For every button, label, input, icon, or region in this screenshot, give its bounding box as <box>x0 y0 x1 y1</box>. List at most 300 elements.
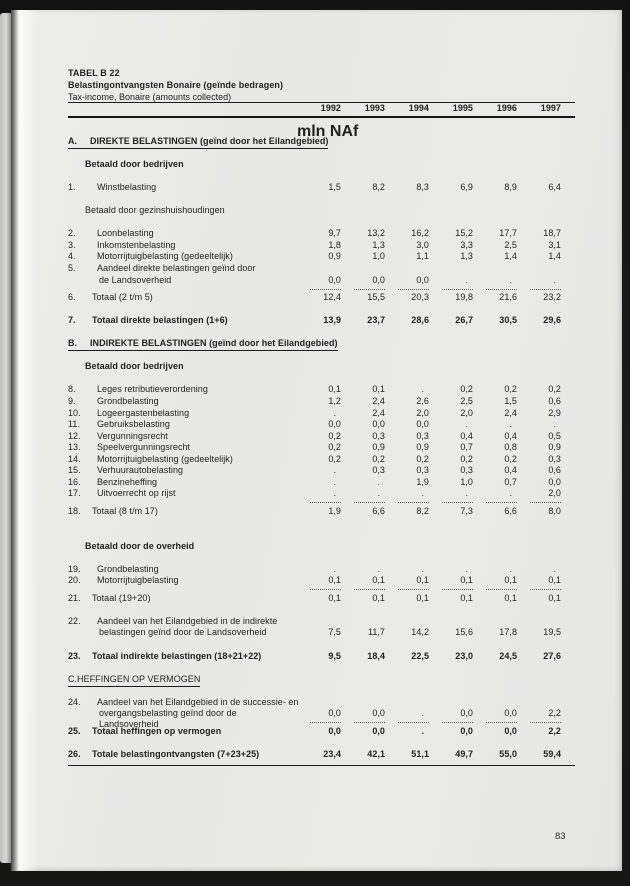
row-label: Motorrijtuigbelasting (gedeeltelijk) <box>97 251 233 262</box>
value-cells <box>297 593 561 604</box>
value-cell: 0,6 <box>548 465 561 476</box>
value-cell: 0,2 <box>416 453 429 464</box>
value-cell: 8,0 <box>548 505 561 516</box>
row-number: 6. <box>68 292 76 303</box>
section-heading <box>68 674 575 686</box>
blank-line <box>68 518 575 530</box>
subsection-heading <box>68 159 575 171</box>
value-cell: 2,5 <box>504 239 517 250</box>
value-cells <box>297 726 561 737</box>
value-cell: . <box>509 488 512 499</box>
row-number: 8. <box>68 384 76 395</box>
row-number: 19. <box>68 563 81 574</box>
value-cell: 0,0 <box>504 725 517 736</box>
value-cell: 24,5 <box>499 650 517 661</box>
value-cell: . <box>465 488 468 499</box>
row-number: 3. <box>68 239 76 250</box>
row-label: Totaal heffingen op vermogen <box>92 725 222 736</box>
blank-line <box>68 639 575 651</box>
row-label: Aandeel van het Eilandgebied in de indirekte <box>97 615 278 626</box>
value-cells <box>297 240 561 251</box>
blank-line <box>68 171 575 183</box>
value-cells <box>297 442 561 453</box>
value-cell: 13,9 <box>323 315 341 326</box>
row-number: 22. <box>68 615 81 626</box>
row-label: Motorrijtuigbelasting <box>97 575 179 586</box>
table-row <box>68 384 575 396</box>
subsection-label: Betaald door de overheid <box>85 540 195 551</box>
value-cell: 23,7 <box>367 315 385 326</box>
value-cell: 21,6 <box>499 292 517 303</box>
subsection-label: Betaald door gezinshuishoudingen <box>85 205 225 216</box>
table-row <box>68 442 575 454</box>
value-cell: 0,4 <box>504 465 517 476</box>
value-cell: 0,0 <box>504 708 517 719</box>
value-cell: 12,4 <box>323 292 341 303</box>
value-cell: 9,7 <box>328 228 341 239</box>
value-cell: 1,1 <box>416 251 429 262</box>
dotted-cell <box>473 582 517 593</box>
row-label: Totale belastingontvangsten (7+23+25) <box>92 748 260 759</box>
row-number: 14. <box>68 453 81 464</box>
dotted-line <box>310 586 341 590</box>
value-cell: 23,4 <box>323 748 341 759</box>
dotted-line <box>310 286 341 290</box>
value-cell: . <box>421 384 424 395</box>
dotted-cell <box>517 582 561 593</box>
value-cell: 0,7 <box>504 476 517 487</box>
row-number: 20. <box>68 575 81 586</box>
row-number: 15. <box>68 465 81 476</box>
row-number: 9. <box>68 396 76 407</box>
value-cells <box>297 564 561 575</box>
row-label: Totaal (2 t/m 5) <box>92 292 153 303</box>
value-cell: 1,2 <box>328 396 341 407</box>
row-label: Winstbelasting <box>97 182 157 193</box>
dotted-line <box>486 499 517 503</box>
value-cell: 29,6 <box>543 315 561 326</box>
value-cell: 0,3 <box>372 465 385 476</box>
value-cell: 28,6 <box>411 315 429 326</box>
value-cell: 0,9 <box>548 442 561 453</box>
value-cell: 0,4 <box>460 430 473 441</box>
dotted-cell <box>517 495 561 506</box>
dotted-line <box>486 286 517 290</box>
dotted-line <box>442 719 473 723</box>
value-cell: 1,9 <box>416 476 429 487</box>
row-number: 1. <box>68 182 76 193</box>
value-cell: 26,7 <box>455 315 473 326</box>
value-cell: 0,7 <box>460 442 473 453</box>
dotted-line <box>354 499 385 503</box>
value-cell: . <box>377 563 380 574</box>
blank-line <box>68 373 575 385</box>
value-cell: 0,1 <box>372 592 385 603</box>
value-cell: 30,5 <box>499 315 517 326</box>
dotted-line <box>442 286 473 290</box>
value-cells <box>297 419 561 430</box>
value-cell: . <box>465 274 468 285</box>
value-cell: 55,0 <box>499 748 517 759</box>
table-title-english: Tax-income, Bonaire (amounts collected) <box>68 92 232 102</box>
value-cell: 0,1 <box>548 575 561 586</box>
unit-label: mln NAf <box>297 123 359 140</box>
table-row <box>68 465 575 477</box>
value-cell: 19,8 <box>455 292 473 303</box>
row-number: 5. <box>68 263 76 274</box>
value-cell: . <box>509 274 512 285</box>
value-cell: 13,2 <box>367 228 385 239</box>
year-label: 1995 <box>452 103 473 113</box>
value-cell: 1,5 <box>328 182 341 193</box>
dotted-line <box>442 499 473 503</box>
value-cell: 2,4 <box>504 407 517 418</box>
dotted-cells <box>297 715 561 726</box>
dotted-cell <box>429 282 473 293</box>
value-cell: 0,9 <box>328 251 341 262</box>
value-cell: 0,2 <box>504 453 517 464</box>
value-cell: 0,9 <box>416 442 429 453</box>
row-number: 17. <box>68 488 81 499</box>
page-number: 83 <box>555 831 566 842</box>
table-row <box>68 627 575 639</box>
value-cells <box>297 465 561 476</box>
year-label: 1993 <box>364 103 385 113</box>
value-cell: 6,6 <box>504 505 517 516</box>
value-cell: 42,1 <box>367 748 385 759</box>
dotted-cell <box>385 582 429 593</box>
row-label: Inkomstenbelasting <box>97 239 176 250</box>
dotted-cell <box>297 582 341 593</box>
row-number: 13. <box>68 442 81 453</box>
dotted-line <box>442 586 473 590</box>
dotted-cells <box>297 582 561 593</box>
value-cell: 0,9 <box>372 442 385 453</box>
value-cell: 1,0 <box>372 251 385 262</box>
blank-line <box>68 217 575 229</box>
value-cell: 0,2 <box>328 453 341 464</box>
value-cells <box>297 431 561 442</box>
value-cell: 7,3 <box>460 505 473 516</box>
dotted-line <box>354 586 385 590</box>
value-cell: . <box>333 407 336 418</box>
value-cell: 0,2 <box>548 384 561 395</box>
row-number: 16. <box>68 476 81 487</box>
dotted-line <box>530 286 561 290</box>
year-label: 1996 <box>496 103 517 113</box>
section-underline <box>68 338 338 351</box>
value-cell: 1,9 <box>328 505 341 516</box>
value-cell: 0,1 <box>504 592 517 603</box>
dotted-line <box>398 286 429 290</box>
value-cell: 2,0 <box>548 488 561 499</box>
value-cell: 0,2 <box>328 442 341 453</box>
value-cell: 1,8 <box>328 239 341 250</box>
table-row <box>68 431 575 443</box>
value-cell: . <box>465 563 468 574</box>
blank-line <box>68 148 575 160</box>
dotted-line <box>354 719 385 723</box>
table-row <box>68 263 575 275</box>
value-cell: . <box>377 476 380 487</box>
value-cell: 0,6 <box>548 396 561 407</box>
dotted-cell <box>341 715 385 726</box>
value-cell: 23,2 <box>543 292 561 303</box>
dotted-cell <box>341 282 385 293</box>
value-cells <box>297 454 561 465</box>
value-cell: 0,0 <box>416 419 429 430</box>
value-cell: . <box>465 419 468 430</box>
value-cell: 2,4 <box>372 396 385 407</box>
value-cell: 2,6 <box>416 396 429 407</box>
table-row <box>68 240 575 252</box>
value-cell: 0,3 <box>372 430 385 441</box>
value-cell: 0,2 <box>328 430 341 441</box>
table-row <box>68 396 575 408</box>
value-cell: 27,6 <box>543 650 561 661</box>
value-cell: 8,2 <box>372 182 385 193</box>
value-cell: . <box>553 563 556 574</box>
value-cell: . <box>333 465 336 476</box>
value-cell: . <box>553 419 556 430</box>
value-cell: 0,1 <box>328 575 341 586</box>
table-row <box>68 749 575 761</box>
value-cell: 2,5 <box>460 396 473 407</box>
row-label: overgangsbelasting geïnd door de Landsoverheid <box>99 708 237 729</box>
row-label: Speelvergunningsrecht <box>97 442 191 453</box>
value-cell: 6,4 <box>548 182 561 193</box>
row-number: 10. <box>68 407 81 418</box>
dotted-cell <box>297 282 341 293</box>
section-heading <box>68 338 575 350</box>
value-cell: 0,5 <box>548 430 561 441</box>
value-cell: 49,7 <box>455 748 473 759</box>
value-cell: . <box>553 274 556 285</box>
year-label: 1992 <box>320 103 341 113</box>
value-cells <box>297 651 561 662</box>
section-letter: A. <box>68 136 78 146</box>
row-label: Motorrijtuigbelasting (gedeeltelijk) <box>97 453 233 464</box>
blank-line <box>68 529 575 541</box>
value-cell: 0,1 <box>416 575 429 586</box>
value-cell: 0,2 <box>460 453 473 464</box>
subsection-label: Betaald door bedrijven <box>85 159 184 170</box>
value-cell: 22,5 <box>411 650 429 661</box>
value-cells <box>297 749 561 760</box>
value-cell: 18,7 <box>543 228 561 239</box>
value-cell: . <box>509 563 512 574</box>
value-cell: 0,1 <box>460 575 473 586</box>
scanned-paper-page <box>11 10 622 871</box>
value-cell: 6,6 <box>372 505 385 516</box>
dotted-cell <box>429 495 473 506</box>
value-cell: . <box>333 476 336 487</box>
row-number: 24. <box>68 696 81 707</box>
value-cell: 18,4 <box>367 650 385 661</box>
table-row <box>68 315 575 327</box>
dotted-cell <box>429 715 473 726</box>
section-label: HEFFINGEN OP VERMOGEN <box>77 673 201 684</box>
dotted-line <box>354 286 385 290</box>
value-cell: 8,2 <box>416 505 429 516</box>
row-label: Aandeel direkte belastingen geïnd door <box>97 263 256 274</box>
year-header <box>68 102 575 118</box>
value-cell: 14,2 <box>411 627 429 638</box>
value-cell: 0,1 <box>328 592 341 603</box>
row-label: Totaal direkte belastingen (1+6) <box>92 315 228 326</box>
value-cell: 0,0 <box>460 725 473 736</box>
value-cells <box>297 182 561 193</box>
value-cells <box>297 506 561 517</box>
year-header-row <box>68 103 575 118</box>
row-label: Benzineheffing <box>97 476 158 487</box>
table-row <box>68 182 575 194</box>
value-cell: 0,0 <box>328 274 341 285</box>
value-cell: 1,3 <box>372 239 385 250</box>
value-cell: 0,4 <box>504 430 517 441</box>
value-cell: . <box>333 563 336 574</box>
table-bottom-rule <box>68 765 575 766</box>
table-row <box>68 506 575 518</box>
row-label: Leges retributieverordening <box>97 384 208 395</box>
year-label: 1994 <box>408 103 429 113</box>
table-row <box>68 251 575 263</box>
blank-line <box>68 552 575 564</box>
value-cell: 8,3 <box>416 182 429 193</box>
table-row <box>68 651 575 663</box>
table-row <box>68 593 575 605</box>
dotted-cell <box>473 495 517 506</box>
dotted-cell <box>429 582 473 593</box>
dotted-cell <box>517 715 561 726</box>
table-row <box>68 477 575 489</box>
value-cell: 1,0 <box>460 476 473 487</box>
table-row <box>68 228 575 240</box>
row-label: de Landsoverheid <box>99 274 172 285</box>
table-row <box>68 726 575 738</box>
underlying-page-edge <box>0 13 11 863</box>
table-row <box>68 616 575 628</box>
value-cell: 9,5 <box>328 650 341 661</box>
dotted-cell <box>385 715 429 726</box>
value-cell: 2,0 <box>460 407 473 418</box>
value-cells <box>297 315 561 326</box>
row-label: Grondbelasting <box>97 396 159 407</box>
section-label: DIREKTE BELASTINGEN (geïnd door het Eilandgebied) <box>90 136 329 146</box>
blank-line <box>68 304 575 316</box>
value-cell: 59,4 <box>543 748 561 759</box>
value-cell: . <box>421 725 424 736</box>
dotted-cell <box>297 495 341 506</box>
value-cell: 15,2 <box>455 228 473 239</box>
row-number: 11. <box>68 419 80 430</box>
dotted-cell <box>297 715 341 726</box>
value-cells <box>297 408 561 419</box>
value-cell: 2,0 <box>416 407 429 418</box>
blank-line <box>68 327 575 339</box>
value-cells <box>297 228 561 239</box>
value-cell: 11,7 <box>367 627 385 638</box>
dotted-cell <box>517 282 561 293</box>
value-cell: 2,2 <box>548 708 561 719</box>
value-cell: 23,0 <box>455 650 473 661</box>
value-cell: . <box>377 488 380 499</box>
dotted-cell <box>385 495 429 506</box>
value-cell: 7,5 <box>328 627 341 638</box>
value-cell: 0,0 <box>548 476 561 487</box>
table-row <box>68 419 575 431</box>
row-label: Uitvoerrecht op rijst <box>97 488 176 499</box>
value-cell: 0,0 <box>372 725 385 736</box>
value-cell: 2,9 <box>548 407 561 418</box>
table-id: TABEL B 22 <box>68 68 120 78</box>
table-title-block <box>68 67 283 103</box>
value-cell: 16,2 <box>411 228 429 239</box>
value-cell: 0,0 <box>328 419 341 430</box>
blank-line <box>68 350 575 362</box>
dotted-cell <box>341 582 385 593</box>
subsection-heading <box>68 361 575 373</box>
value-cell: . <box>421 488 424 499</box>
dotted-line <box>530 499 561 503</box>
value-cell: 19,5 <box>543 627 561 638</box>
dotted-line <box>398 719 429 723</box>
section-letter: B. <box>68 338 78 349</box>
value-cell: 0,1 <box>460 592 473 603</box>
row-label: Totaal (8 t/m 17) <box>92 505 158 516</box>
blank-line <box>68 194 575 206</box>
section-underline <box>68 136 328 149</box>
row-number: 23. <box>68 650 81 661</box>
value-cell: 0,0 <box>372 274 385 285</box>
value-cells <box>297 292 561 303</box>
value-cell: 0,0 <box>416 274 429 285</box>
row-label: Logeergastenbelasting <box>97 407 190 418</box>
dotted-line <box>530 719 561 723</box>
value-cell: 15,6 <box>455 627 473 638</box>
subsection-heading <box>68 205 575 217</box>
dotted-line <box>310 719 341 723</box>
value-cell: . <box>333 488 336 499</box>
value-cell: . <box>421 563 424 574</box>
blank-line <box>68 662 575 674</box>
value-cell: 0,1 <box>372 384 385 395</box>
dotted-cells <box>297 495 561 506</box>
value-cell: 17,7 <box>499 228 517 239</box>
year-cells <box>297 103 561 114</box>
value-cell: 0,3 <box>460 465 473 476</box>
row-number: 21. <box>68 592 81 603</box>
table-row <box>68 697 575 709</box>
value-cell: 20,3 <box>411 292 429 303</box>
row-number: 4. <box>68 251 76 262</box>
dotted-line <box>310 499 341 503</box>
row-label: Loonbelasting <box>97 228 154 239</box>
row-label: belastingen geïnd door de Landsoverheid <box>99 627 267 638</box>
value-cell: 0,0 <box>460 708 473 719</box>
value-cell: 0,2 <box>460 384 473 395</box>
table-row <box>68 454 575 466</box>
value-cell: 0,3 <box>548 453 561 464</box>
value-cell: 0,0 <box>372 708 385 719</box>
value-cell: 0,0 <box>328 708 341 719</box>
row-label: Aandeel van het Eilandgebied in de successie- en <box>97 696 299 707</box>
value-cells <box>297 251 561 262</box>
table-row <box>68 408 575 420</box>
value-cell: . <box>421 708 424 719</box>
value-cells <box>297 627 561 638</box>
value-cell: 2,4 <box>372 407 385 418</box>
